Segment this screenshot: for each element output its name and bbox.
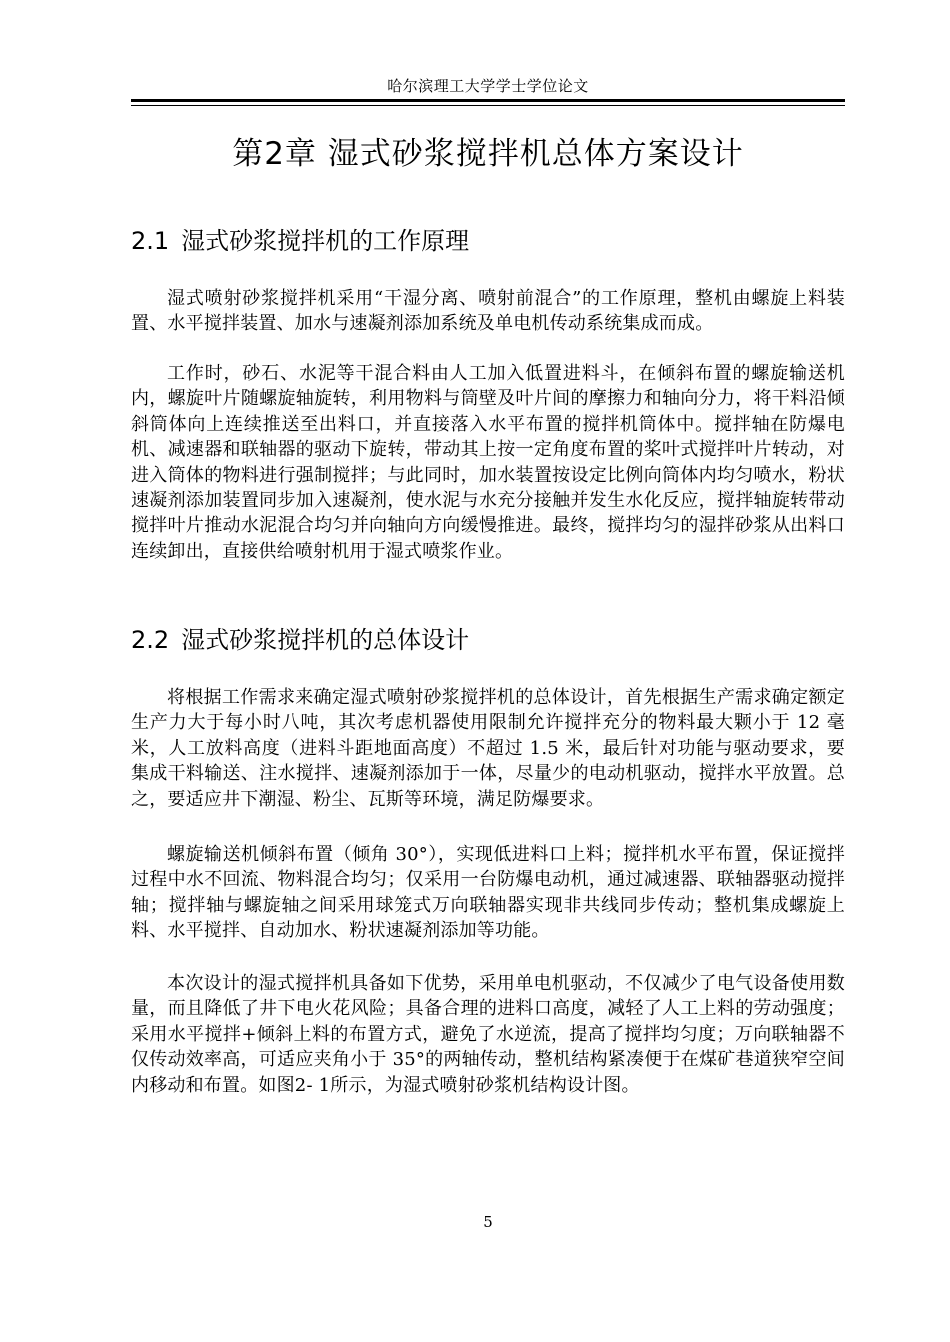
section-heading-2-2 — [131, 624, 469, 656]
page-header: 哈尔滨理工大学学士学位论文 — [387, 77, 589, 95]
section-title: 湿式砂浆搅拌机的总体设计 — [181, 626, 470, 654]
section-number: 2.2 — [131, 626, 170, 654]
chapter-title: 第2章 湿式砂浆搅拌机总体方案设计 — [232, 136, 744, 172]
header-rule-thin — [131, 105, 845, 106]
body-paragraph: 湿式喷射砂浆搅拌机采用“干湿分离、喷射前混合”的工作原理，整机由螺旋上料装置、水平搅拌装置、加水与速凝剂添加系统及单电机传动系统集成而成。 — [131, 288, 845, 335]
body-paragraph: 将根据工作需求来确定湿式喷射砂浆搅拌机的总体设计，首先根据生产需求确定额定生产力大于每小时八吨，其次考虑机器使用限制允许搅拌充分的物料最大颗小于 12 毫米，人工放料高度（进料斗距地面高度）不超过 1.5 米，最后针对功能与驱动要求，要集成干料输送、注水搅拌、速凝剂添加于一体，尽量少的电动机驱动，搅拌水平放置。总之，要适应井下潮湿、粉尘、瓦斯等环境，满足防爆要求。 — [131, 687, 845, 810]
header-rule-thick — [131, 99, 845, 102]
section-number: 2.1 — [131, 227, 170, 255]
body-paragraph: 本次设计的湿式搅拌机具备如下优势，采用单电机驱动，不仅减少了电气设备使用数量，而且降低了井下电火花风险；具备合理的进料口高度，减轻了人工上料的劳动强度；采用水平搅拌+倾斜上料的布置方式，避免了水逆流，提高了搅拌均匀度；万向联轴器不仅传动效率高，可适应夹角小于 35°的两轴传动，整机结构紧凑便于在煤矿巷道狭窄空间内移动和布置。如图2- 1所示，为湿式喷射砂浆机结构设计图。 — [131, 973, 845, 1096]
section-title: 湿式砂浆搅拌机的工作原理 — [181, 227, 470, 255]
body-paragraph: 工作时，砂石、水泥等干混合料由人工加入低置进料斗，在倾斜布置的螺旋输送机内，螺旋叶片随螺旋轴旋转，利用物料与筒壁及叶片间的摩擦力和轴向分力，将干料沿倾斜筒体向上连续推送至出料口，并直接落入水平布置的搅拌机筒体中。搅拌轴在防爆电机、减速器和联轴器的驱动下旋转，带动其上按一定角度布置的桨叶式搅拌叶片转动，对进入筒体的物料进行强制搅拌；与此同时，加水装置按设定比例向筒体内均匀喷水，粉状速凝剂添加装置同步加入速凝剂，使水泥与水充分接触并发生水化反应，搅拌轴旋转带动搅拌叶片推动水泥混合均匀并向轴向方向缓慢推进。最终，搅拌均匀的湿拌砂浆从出料口连续卸出，直接供给喷射机用于湿式喷浆作业。 — [131, 363, 845, 562]
body-paragraph: 螺旋输送机倾斜布置（倾角 30°），实现低进料口上料；搅拌机水平布置，保证搅拌过程中水不回流、物料混合均匀；仅采用一台防爆电动机，通过减速器、联轴器驱动搅拌轴；搅拌轴与螺旋轴之间采用球笼式万向联轴器实现非共线同步传动；整机集成螺旋上料、水平搅拌、自动加水、粉状速凝剂添加等功能。 — [131, 844, 845, 942]
page-number: 5 — [483, 1213, 493, 1231]
section-heading-2-1 — [131, 225, 469, 257]
